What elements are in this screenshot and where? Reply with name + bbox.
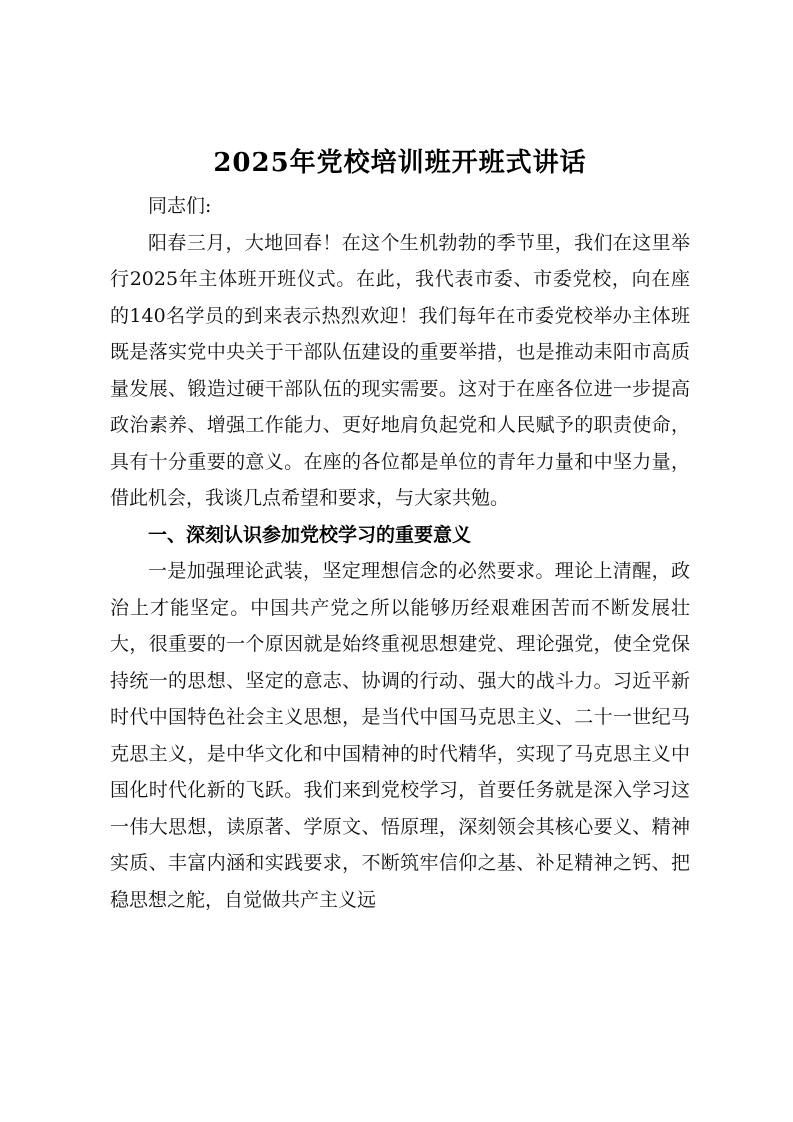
document-body [110, 188, 690, 918]
section-1-paragraph-1: 一是加强理论武装，坚定理想信念的必然要求。理论上清醒，政治上才能坚定。中国共产党之所以能够历经艰难困苦而不断发展壮大，很重要的一个原因就是始终重视思想建党、理论强党，使全党保持统一的思想、坚定的意志、协调的行动、强大的战斗力。习近平新时代中国特色社会主义思想，是当代中国马克思主义、二十一世纪马克思主义，是中华文化和中国精神的时代精华，实现了马克思主义中国化时代化新的飞跃。我们来到党校学习，首要任务就是深入学习这一伟大思想，读原著、学原文、悟原理，深刻领会其核心要义、精神实质、丰富内涵和实践要求，不断筑牢信仰之基、补足精神之钙、把稳思想之舵，自觉做共产主义远 [110, 560, 690, 911]
section-heading-1: 一、深刻认识参加党校学习的重要意义 [148, 523, 472, 546]
document-title: 2025年党校培训班开班式讲话 [213, 148, 587, 178]
salutation: 同志们: [148, 195, 212, 217]
opening-paragraph: 阳春三月，大地回春！在这个生机勃勃的季节里，我们在这里举行2025年主体班开班仪式。在此，我代表市委、市委党校，向在座的140名学员的到来表示热烈欢迎！我们每年在市委党校举办主体班既是落实党中央关于干部队伍建设的重要举措，也是推动耒阳市高质量发展、锻造过硬干部队伍的现实需要。这对于在座各位进一步提高政治素养、增强工作能力、更好地肩负起党和人民赋予的职责使命，具有十分重要的意义。在座的各位都是单位的青年力量和中坚力量，借此机会，我谈几点希望和要求，与大家共勉。 [110, 231, 690, 509]
